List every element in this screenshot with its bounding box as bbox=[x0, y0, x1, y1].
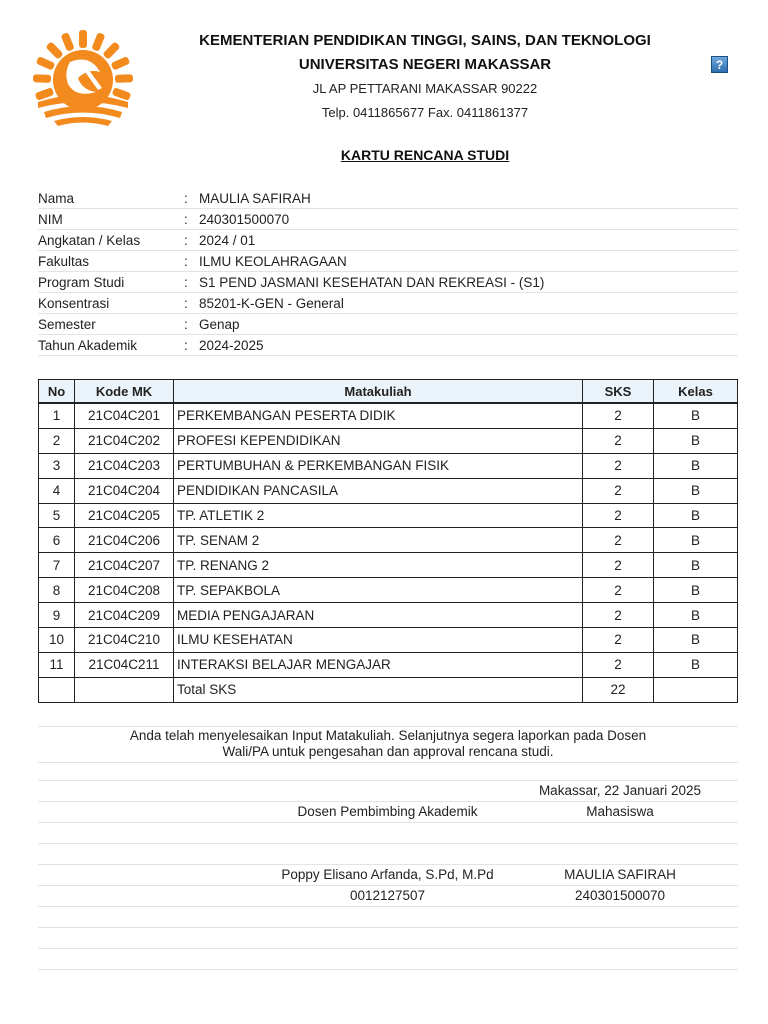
student-info-row bbox=[38, 188, 738, 209]
header-kode-mk: Kode MK bbox=[75, 380, 174, 404]
table-row bbox=[39, 553, 738, 578]
header-no: No bbox=[39, 380, 75, 404]
university-name: UNIVERSITAS NEGERI MAKASSAR bbox=[298, 56, 552, 73]
university-address: JL AP PETTARANI MAKASSAR 90222 bbox=[312, 81, 538, 96]
row-matakuliah: TP. ATLETIK 2 bbox=[174, 503, 583, 528]
total-empty-kelas bbox=[654, 677, 738, 702]
rule bbox=[38, 844, 738, 865]
total-label: Total SKS bbox=[174, 677, 583, 702]
info-colon: : bbox=[184, 230, 199, 251]
info-colon: : bbox=[184, 188, 199, 209]
row-no: 4 bbox=[39, 478, 75, 503]
row-kode-mk: 21C04C203 bbox=[75, 453, 174, 478]
course-table-header bbox=[39, 380, 738, 404]
row-matakuliah: ILMU KESEHATAN bbox=[174, 628, 583, 653]
table-row bbox=[39, 428, 738, 453]
info-value: ILMU KEOLAHRAGAAN bbox=[199, 251, 738, 272]
message-line-1: Anda telah menyelesaikan Input Matakuliah. Selanjutnya segera laporkan pada Dosen bbox=[129, 728, 647, 743]
row-matakuliah: INTERAKSI BELAJAR MENGAJAR bbox=[174, 652, 583, 677]
header-sks: SKS bbox=[583, 380, 654, 404]
rule bbox=[38, 907, 738, 928]
row-matakuliah: PERTUMBUHAN & PERKEMBANGAN FISIK bbox=[174, 453, 583, 478]
info-label: Nama bbox=[38, 188, 184, 209]
student-info-table bbox=[38, 188, 738, 356]
total-row bbox=[39, 677, 738, 702]
info-label: Program Studi bbox=[38, 272, 184, 293]
row-sks: 2 bbox=[583, 478, 654, 503]
row-kode-mk: 21C04C206 bbox=[75, 528, 174, 553]
row-sks: 2 bbox=[583, 578, 654, 603]
row-no: 10 bbox=[39, 628, 75, 653]
student-info-row bbox=[38, 272, 738, 293]
info-value: 2024-2025 bbox=[199, 335, 738, 356]
student-info-row bbox=[38, 209, 738, 230]
info-label: NIM bbox=[38, 209, 184, 230]
row-kelas: B bbox=[654, 403, 738, 428]
student-info-row bbox=[38, 293, 738, 314]
rule bbox=[38, 760, 738, 781]
rule bbox=[38, 823, 738, 844]
header-kelas: Kelas bbox=[654, 380, 738, 404]
table-row bbox=[39, 403, 738, 428]
row-kelas: B bbox=[654, 578, 738, 603]
student-id-signature: 240301500070 bbox=[574, 888, 666, 903]
help-icon[interactable]: ? bbox=[711, 56, 728, 73]
place-date: Makassar, 22 Januari 2025 bbox=[538, 783, 702, 798]
row-sks: 2 bbox=[583, 503, 654, 528]
row-no: 7 bbox=[39, 553, 75, 578]
row-kelas: B bbox=[654, 603, 738, 628]
student-info-row bbox=[38, 251, 738, 272]
student-info-row bbox=[38, 335, 738, 356]
advisor-id: 0012127507 bbox=[349, 888, 426, 903]
row-no: 2 bbox=[39, 428, 75, 453]
row-matakuliah: TP. SENAM 2 bbox=[174, 528, 583, 553]
info-colon: : bbox=[184, 293, 199, 314]
table-row bbox=[39, 603, 738, 628]
row-kelas: B bbox=[654, 652, 738, 677]
row-kode-mk: 21C04C205 bbox=[75, 503, 174, 528]
row-no: 8 bbox=[39, 578, 75, 603]
info-value: Genap bbox=[199, 314, 738, 335]
row-sks: 2 bbox=[583, 628, 654, 653]
rule bbox=[38, 928, 738, 949]
row-kode-mk: 21C04C211 bbox=[75, 652, 174, 677]
row-matakuliah: MEDIA PENGAJARAN bbox=[174, 603, 583, 628]
table-row bbox=[39, 528, 738, 553]
university-logo bbox=[30, 28, 136, 128]
info-label: Konsentrasi bbox=[38, 293, 184, 314]
row-no: 5 bbox=[39, 503, 75, 528]
info-colon: : bbox=[184, 209, 199, 230]
row-kelas: B bbox=[654, 628, 738, 653]
row-matakuliah: TP. SEPAKBOLA bbox=[174, 578, 583, 603]
completion-message bbox=[38, 726, 738, 763]
row-kode-mk: 21C04C201 bbox=[75, 403, 174, 428]
student-info-row bbox=[38, 314, 738, 335]
student-info-row bbox=[38, 230, 738, 251]
table-row bbox=[39, 453, 738, 478]
row-kode-mk: 21C04C202 bbox=[75, 428, 174, 453]
row-kode-mk: 21C04C209 bbox=[75, 603, 174, 628]
row-kode-mk: 21C04C207 bbox=[75, 553, 174, 578]
document-title: KARTU RENCANA STUDI bbox=[340, 147, 510, 163]
row-no: 11 bbox=[39, 652, 75, 677]
row-matakuliah: PENDIDIKAN PANCASILA bbox=[174, 478, 583, 503]
total-sks: 22 bbox=[583, 677, 654, 702]
row-matakuliah: PERKEMBANGAN PESERTA DIDIK bbox=[174, 403, 583, 428]
table-row bbox=[39, 503, 738, 528]
ministry-name: KEMENTERIAN PENDIDIKAN TINGGI, SAINS, DAN TEKNOLOGI bbox=[199, 32, 651, 49]
row-sks: 2 bbox=[583, 453, 654, 478]
table-row bbox=[39, 628, 738, 653]
student-name-signature: MAULIA SAFIRAH bbox=[564, 867, 676, 882]
info-value: 2024 / 01 bbox=[199, 230, 738, 251]
row-kelas: B bbox=[654, 478, 738, 503]
university-phone: Telp. 0411865677 Fax. 0411861377 bbox=[321, 105, 529, 120]
row-no: 3 bbox=[39, 453, 75, 478]
total-empty-kode bbox=[75, 677, 174, 702]
row-no: 6 bbox=[39, 528, 75, 553]
info-colon: : bbox=[184, 272, 199, 293]
row-sks: 2 bbox=[583, 603, 654, 628]
row-kode-mk: 21C04C210 bbox=[75, 628, 174, 653]
info-value: S1 PEND JASMANI KESEHATAN DAN REKREASI - (S1) bbox=[199, 272, 738, 293]
message-line-2: Wali/PA untuk pengesahan dan approval rencana studi. bbox=[222, 744, 554, 759]
total-empty-no bbox=[39, 677, 75, 702]
advisor-name: Poppy Elisano Arfanda, S.Pd, M.Pd bbox=[281, 867, 494, 882]
row-sks: 2 bbox=[583, 528, 654, 553]
row-sks: 2 bbox=[583, 553, 654, 578]
row-kode-mk: 21C04C208 bbox=[75, 578, 174, 603]
row-kelas: B bbox=[654, 503, 738, 528]
course-table bbox=[38, 379, 738, 703]
info-label: Semester bbox=[38, 314, 184, 335]
row-sks: 2 bbox=[583, 403, 654, 428]
row-matakuliah: PROFESI KEPENDIDIKAN bbox=[174, 428, 583, 453]
info-colon: : bbox=[184, 314, 199, 335]
table-row bbox=[39, 478, 738, 503]
info-value: 85201-K-GEN - General bbox=[199, 293, 738, 314]
row-no: 9 bbox=[39, 603, 75, 628]
row-matakuliah: TP. RENANG 2 bbox=[174, 553, 583, 578]
header-matakuliah: Matakuliah bbox=[174, 380, 583, 404]
info-value: 240301500070 bbox=[199, 209, 738, 230]
row-sks: 2 bbox=[583, 428, 654, 453]
info-colon: : bbox=[184, 251, 199, 272]
info-label: Fakultas bbox=[38, 251, 184, 272]
info-colon: : bbox=[184, 335, 199, 356]
info-label: Tahun Akademik bbox=[38, 335, 184, 356]
row-kelas: B bbox=[654, 453, 738, 478]
row-kode-mk: 21C04C204 bbox=[75, 478, 174, 503]
table-row bbox=[39, 578, 738, 603]
row-kelas: B bbox=[654, 553, 738, 578]
student-role: Mahasiswa bbox=[586, 804, 654, 819]
info-label: Angkatan / Kelas bbox=[38, 230, 184, 251]
row-kelas: B bbox=[654, 528, 738, 553]
rule bbox=[38, 949, 738, 970]
row-no: 1 bbox=[39, 403, 75, 428]
info-value: MAULIA SAFIRAH bbox=[199, 188, 738, 209]
table-row bbox=[39, 652, 738, 677]
advisor-role: Dosen Pembimbing Akademik bbox=[297, 804, 478, 819]
row-kelas: B bbox=[654, 428, 738, 453]
row-sks: 2 bbox=[583, 652, 654, 677]
